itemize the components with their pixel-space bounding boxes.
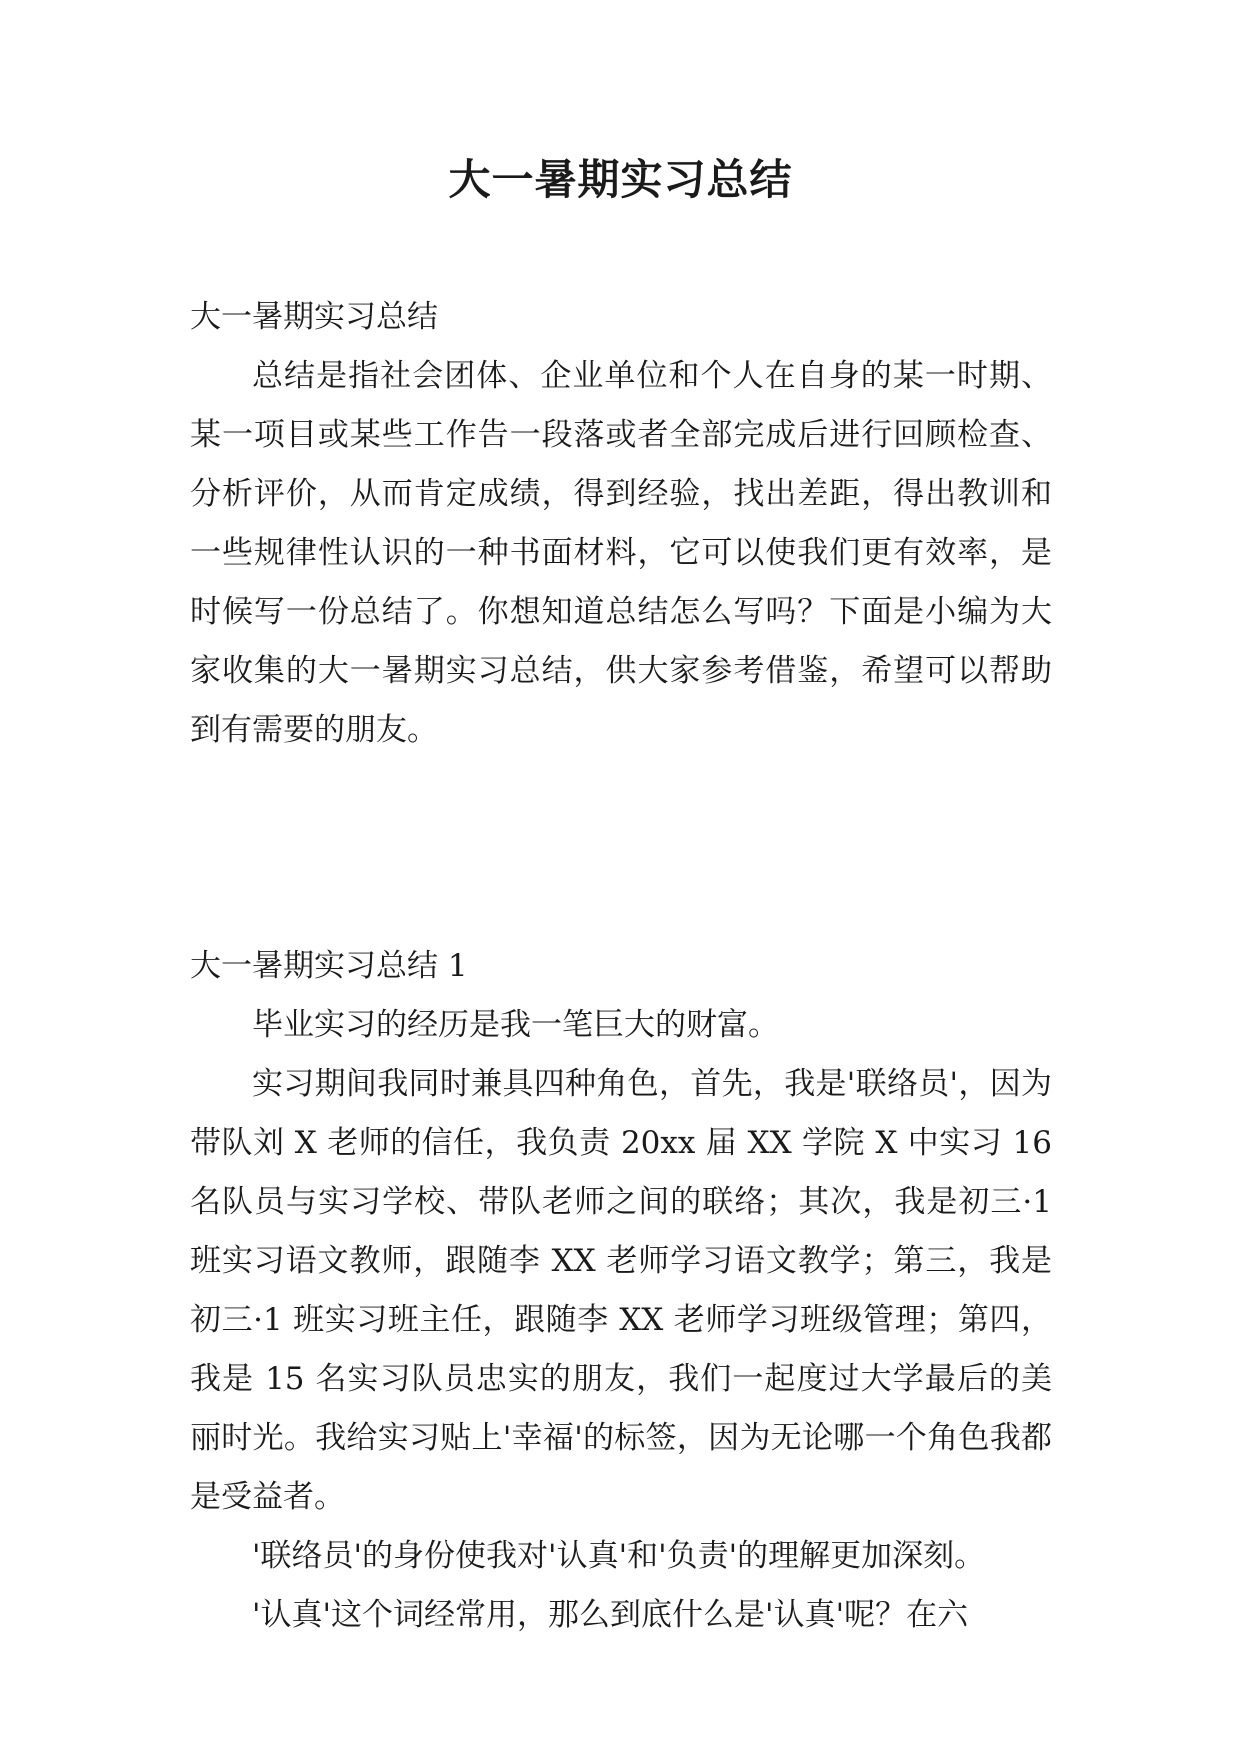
section-1-paragraph: '认真'这个词经常用，那么到底什么是'认真'呢？在六 (252, 1597, 969, 1633)
section-spacer (190, 760, 1052, 937)
document-body (190, 288, 1052, 1645)
section-1-heading: 大一暑期实习总结 1 (190, 948, 468, 984)
intro-paragraph: 总结是指社会团体、企业单位和个人在自身的某一时期、某一项目或某些工作告一段落或者全部完成后进行回顾检查、分析评价，从而肯定成绩，得到经验，找出差距，得出教训和一些规律性认识的一种书面材料，它可以使我们更有效率，是时候写一份总结了。你想知道总结怎么写吗？下面是小编为大家收集的大一暑期实习总结，供大家参考借鉴，希望可以帮助到有需要的朋友。 (190, 358, 1052, 748)
section-1-paragraph: '联络员'的身份使我对'认真'和'负责'的理解更加深刻。 (252, 1538, 986, 1574)
document-title: 大一暑期实习总结 (448, 155, 793, 204)
section-1-paragraph: 毕业实习的经历是我一笔巨大的财富。 (252, 1007, 779, 1043)
intro-heading: 大一暑期实习总结 (190, 299, 438, 335)
section-1-paragraph: 实习期间我同时兼具四种角色，首先，我是'联络员'，因为带队刘 X 老师的信任，我负责 20xx 届 XX 学院 X 中实习 16 名队员与实习学校、带队老师之间的联络；其次，我是初三·1 班实习语文教师，跟随李 XX 老师学习语文教学；第三，我是初三·1 班实习班主任，跟随李 XX 老师学习班级管理；第四，我是 15 名实习队员忠实的朋友，我们一起度过大学最后的美丽时光。我给实习贴上'幸福'的标签，因为无论哪一个角色我都是受益者。 (190, 1066, 1052, 1515)
